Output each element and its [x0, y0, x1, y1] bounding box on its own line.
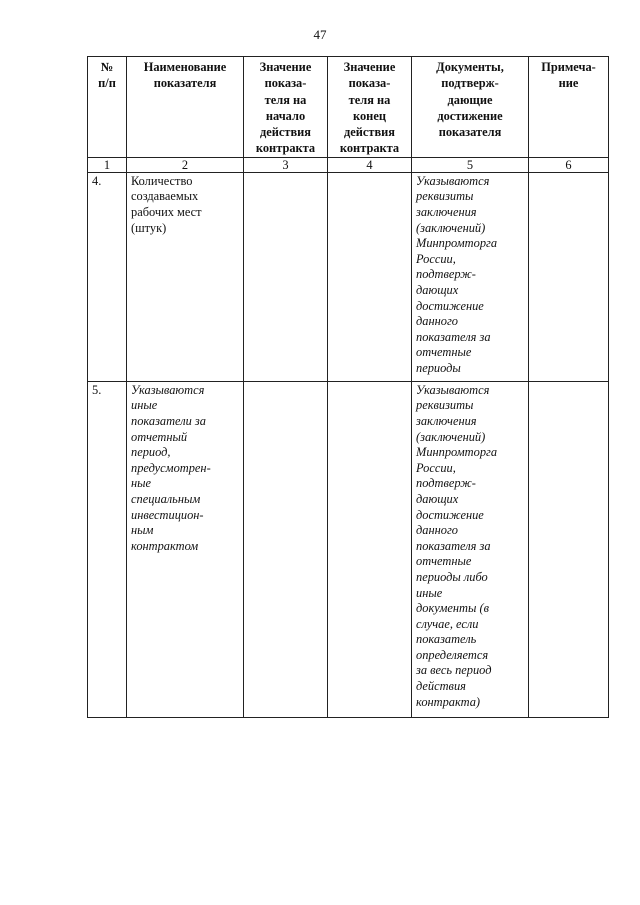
end-value-cell [328, 172, 412, 381]
header-documents: Документы, подтверж- дающие достижение показателя [412, 57, 529, 158]
column-number: 6 [529, 157, 609, 172]
start-value-cell [244, 381, 328, 717]
indicators-table [87, 56, 609, 718]
header-indicator-name: Наименование показателя [127, 57, 244, 158]
header-end-value: Значение показа- теля на конец действия контракта [328, 57, 412, 158]
note-cell [529, 172, 609, 381]
indicator-name-cell: Количество создаваемых рабочих мест (штук) [127, 172, 244, 381]
row-number: 5. [88, 381, 127, 717]
header-start-value: Значение показа- теля на начало действия контракта [244, 57, 328, 158]
note-cell [529, 381, 609, 717]
documents-cell: Указываются реквизиты заключения (заключений) Минпромторга России, подтверж- дающих достижение данного показателя за отчетные периоды либо иные документы (в случае, если показатель определяется за весь период действия контракта) [412, 381, 529, 717]
indicator-name-cell: Указываются иные показатели за отчетный период, предусмотрен- ные специальным инвестицион- ным контрактом [127, 381, 244, 717]
start-value-cell [244, 172, 328, 381]
column-number: 1 [88, 157, 127, 172]
page-number: 47 [313, 27, 327, 42]
column-number-row [88, 157, 609, 172]
column-number: 3 [244, 157, 328, 172]
table-row [88, 381, 609, 717]
column-number: 2 [127, 157, 244, 172]
documents-cell: Указываются реквизиты заключения (заключений) Минпромторга России, подтверж- дающих достижение данного показателя за отчетные периоды [412, 172, 529, 381]
end-value-cell [328, 381, 412, 717]
table-row [88, 172, 609, 381]
row-number: 4. [88, 172, 127, 381]
column-number: 5 [412, 157, 529, 172]
header-number: № п/п [88, 57, 127, 158]
column-number: 4 [328, 157, 412, 172]
table-header-row [88, 57, 609, 158]
header-note: Примеча- ние [529, 57, 609, 158]
